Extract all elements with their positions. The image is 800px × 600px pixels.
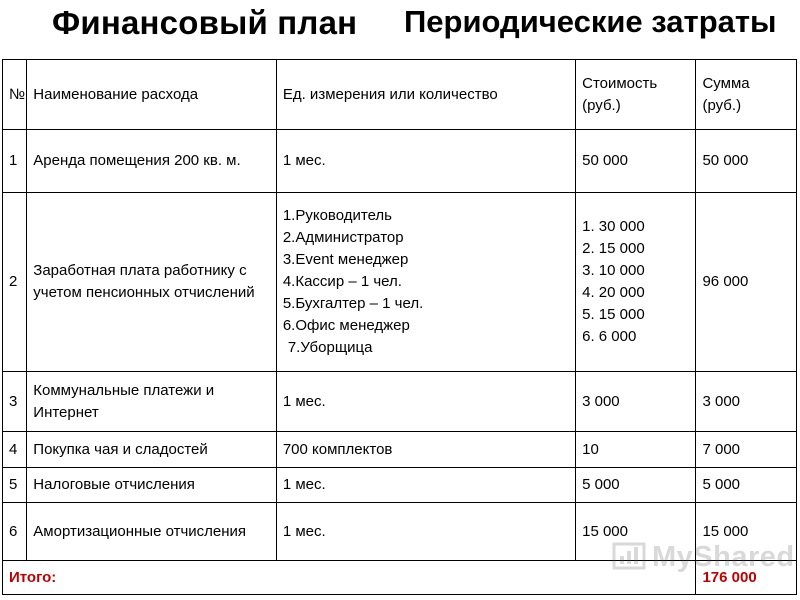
unit-line: 6.Офис менеджер xyxy=(282,317,410,334)
cell-unit: 1 мес. xyxy=(276,468,575,503)
cell-name: Коммунальные платежи и Интернет xyxy=(27,372,277,432)
unit-line: 7.Уборщица xyxy=(287,339,373,356)
watermark xyxy=(612,538,795,577)
table-row xyxy=(3,432,797,468)
total-label: Итого: xyxy=(3,561,696,595)
table-row xyxy=(3,130,797,193)
header-sum: Сумма (руб.) xyxy=(696,60,797,130)
cell-sum: 7 000 xyxy=(696,432,797,468)
cell-unit: 1 мес. xyxy=(276,503,575,561)
cost-line: 1. 30 000 xyxy=(582,218,645,235)
table-row xyxy=(3,193,797,372)
cost-line: 4. 20 000 xyxy=(582,284,645,301)
unit-line: 3.Event менеджер xyxy=(282,251,409,268)
unit-line: 1.Руководитель xyxy=(282,207,392,224)
header-cost: Стоимость (руб.) xyxy=(576,60,696,130)
cell-num: 1 xyxy=(3,130,27,193)
cell-cost: 3 000 xyxy=(576,372,696,432)
expenses-table xyxy=(2,59,797,595)
page-subtitle: Периодические затраты xyxy=(404,4,777,39)
table-row xyxy=(3,372,797,432)
table-row xyxy=(3,468,797,503)
cell-num: 4 xyxy=(3,432,27,468)
cell-sum: 96 000 xyxy=(696,193,797,372)
cell-num: 2 xyxy=(3,193,27,372)
header-unit: Ед. измерения или количество xyxy=(276,60,575,130)
cell-sum: 50 000 xyxy=(696,130,797,193)
page-title: Финансовый план xyxy=(52,4,358,41)
cell-cost: 15 000 xyxy=(576,503,696,561)
cell-cost xyxy=(576,193,696,372)
cell-name: Аренда помещения 200 кв. м. xyxy=(27,130,277,193)
cell-unit xyxy=(276,193,575,372)
cell-name: Амортизационные отчисления xyxy=(27,503,277,561)
cell-sum: 3 000 xyxy=(696,372,797,432)
table-header-row xyxy=(3,60,797,130)
cost-line: 2. 15 000 xyxy=(582,240,645,257)
watermark-text: MyShared xyxy=(652,541,795,573)
cell-num: 6 xyxy=(3,503,27,561)
cell-name: Покупка чая и сладостей xyxy=(27,432,277,468)
total-value: 176 000 xyxy=(696,561,797,595)
cell-num: 5 xyxy=(3,468,27,503)
cell-unit: 1 мес. xyxy=(276,130,575,193)
unit-line: 2.Администратор xyxy=(282,229,404,246)
header-name: Наименование расхода xyxy=(27,60,277,130)
cell-unit: 700 комплектов xyxy=(276,432,575,468)
cell-sum: 5 000 xyxy=(696,468,797,503)
cell-name: Налоговые отчисления xyxy=(27,468,277,503)
cell-cost: 50 000 xyxy=(576,130,696,193)
header-num: № xyxy=(3,60,27,130)
cost-line: 3. 10 000 xyxy=(582,262,645,279)
cell-cost: 5 000 xyxy=(576,468,696,503)
chart-bars-icon xyxy=(612,538,648,577)
cell-name: Заработная плата работнику с учетом пенсионных отчислений xyxy=(27,193,277,372)
unit-line: 5.Бухгалтер – 1 чел. xyxy=(282,295,424,312)
unit-line: 4.Кассир – 1 чел. xyxy=(282,273,402,290)
cell-num: 3 xyxy=(3,372,27,432)
cell-unit: 1 мес. xyxy=(276,372,575,432)
cost-line: 6. 6 000 xyxy=(582,328,637,345)
cell-sum: 15 000 xyxy=(696,503,797,561)
cell-cost: 10 xyxy=(576,432,696,468)
cost-line: 5. 15 000 xyxy=(582,306,645,323)
